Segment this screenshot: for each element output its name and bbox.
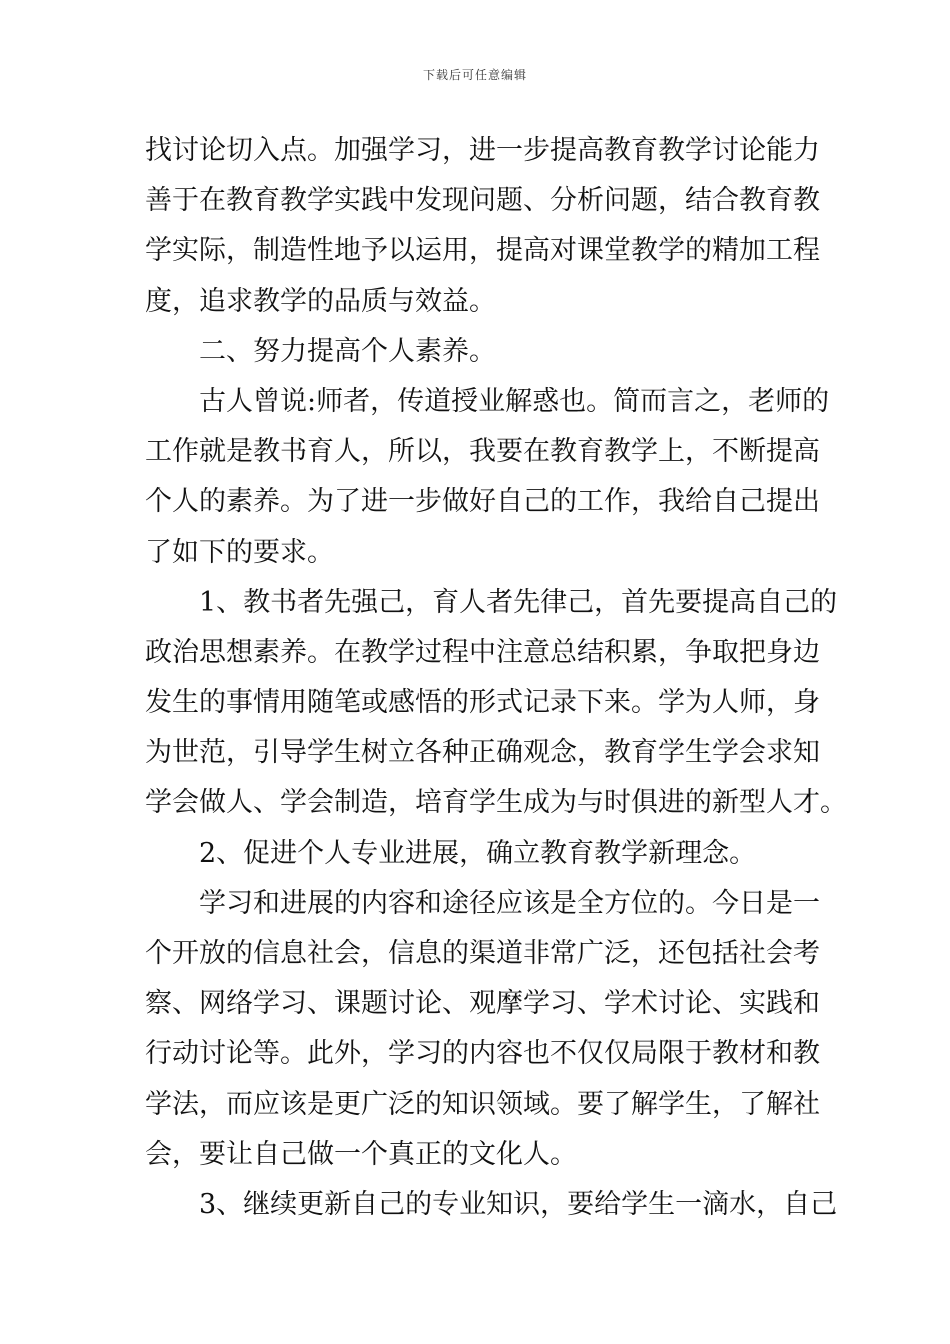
header-note: 下载后可任意编辑 — [422, 68, 527, 82]
text-line: 学习和进展的内容和途径应该是全方位的。今日是一 — [199, 887, 820, 919]
text-line: 善于在教育教学实践中发现问题、分析问题，结合教育教 — [145, 185, 820, 217]
text-line: 个人的素养。为了进一步做好自己的工作，我给自己提出 — [145, 486, 820, 518]
text-line: 行动讨论等。此外，学习的内容也不仅仅局限于教材和教 — [145, 1038, 820, 1070]
text-line: 发生的事情用随笔或感悟的形式记录下来。学为人师，身 — [145, 687, 820, 719]
text-line: 为世范，引导学生树立各种正确观念，教育学生学会求知 — [145, 737, 820, 769]
text-line: 学实际，制造性地予以运用，提高对课堂教学的精加工程 — [145, 235, 820, 267]
document-body — [145, 126, 847, 1230]
text-line: 会，要让自己做一个真正的文化人。 — [145, 1138, 577, 1170]
list-item: 2、促进个人专业进展，确立教育教学新理念。 — [199, 837, 757, 869]
text-line: 找讨论切入点。加强学习，进一步提高教育教学讨论能力 — [145, 135, 820, 166]
text-line: 学法，而应该是更广泛的知识领域。要了解学生，了解社 — [145, 1088, 820, 1120]
text-line: 了如下的要求。 — [145, 536, 334, 568]
text-line: 古人曾说:师者，传道授业解惑也。简而言之，老师的 — [199, 385, 830, 417]
list-item: 1、教书者先强己，育人者先律己，首先要提高自己的 — [199, 586, 838, 618]
section-heading: 二、努力提高个人素养。 — [199, 335, 496, 367]
text-line: 工作就是教书育人，所以，我要在教育教学上，不断提高 — [145, 436, 820, 468]
text-line: 政治思想素养。在教学过程中注意总结积累，争取把身边 — [145, 636, 820, 668]
text-line: 学会做人、学会制造，培育学生成为与时俱进的新型人才。 — [145, 787, 847, 819]
text-line: 度，追求教学的品质与效益。 — [145, 285, 496, 317]
text-line: 察、网络学习、课题讨论、观摩学习、学术讨论、实践和 — [145, 988, 820, 1020]
list-item: 3、继续更新自己的专业知识，要给学生一滴水，自己 — [199, 1188, 838, 1220]
text-line: 个开放的信息社会，信息的渠道非常广泛，还包括社会考 — [145, 938, 820, 969]
